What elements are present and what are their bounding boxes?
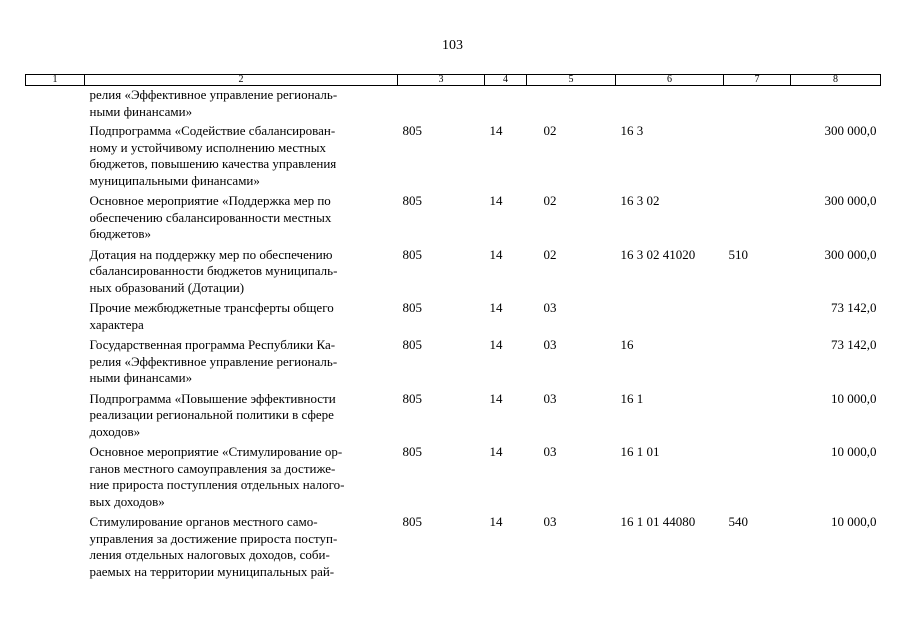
row-name: Основное мероприятие «Поддержка мер по обеспечению сбалансированности местных бюджетов» [89,193,332,241]
cell-col8: 10 000,0 [831,514,877,529]
cell-col8 [791,86,881,124]
row-name: Подпрограмма «Содействие сбалансирован- ному и устойчивому исполнению местных бюджетов, повышению качества управления муниципальными финансами» [89,123,337,188]
cell-col3: 805 [402,193,422,208]
cell-col1 [26,193,85,247]
budget-table [25,74,881,584]
table-row [26,300,881,337]
cell-col1 [26,444,85,514]
page-number: 103 [442,38,463,53]
column-header-5: 5 [527,75,616,86]
cell-col1 [26,300,85,337]
cell-col5 [527,86,616,124]
cell-col1 [26,514,85,584]
table-row [26,514,881,584]
cell-col5: 03 [543,300,557,315]
cell-col5: 03 [543,337,557,352]
cell-col8: 300 000,0 [824,123,877,138]
header-row [26,75,881,86]
cell-col7 [724,86,791,124]
row-name: Основное мероприятие «Стимулирование ор- ганов местного самоуправления за достиже- ние прироста поступления отдельных налого- вых доходов» [89,444,345,509]
table-body [26,86,881,585]
cell-col3: 805 [402,390,422,406]
cell-col4: 14 [489,193,503,208]
cell-col3: 805 [402,444,422,459]
cell-col7 [724,391,791,445]
cell-col1 [26,123,85,193]
cell-col6: 16 1 01 [620,444,660,459]
column-header-7: 7 [724,75,791,86]
cell-col8: 73 142,0 [831,337,877,352]
cell-col3 [398,86,485,124]
cell-col3: 805 [402,123,422,138]
cell-col6 [616,86,724,124]
cell-col4: 14 [489,300,503,315]
cell-col6 [616,300,724,337]
column-header-6: 6 [616,75,724,86]
cell-col7: 510 [728,246,748,262]
column-header-8: 8 [791,75,881,86]
cell-col6: 16 3 02 41020 [620,246,696,262]
table-row [26,247,881,301]
cell-col4: 14 [489,444,503,459]
cell-col4: 14 [489,246,503,262]
cell-col1 [26,247,85,301]
cell-col7 [724,337,791,391]
row-name: релия «Эффективное управление региональ- ными финансами» [89,87,338,119]
cell-col1 [26,86,85,124]
row-name: Дотация на поддержку мер по обеспечению сбалансированности бюджетов муниципаль- ных образований (Дотации) [89,246,338,295]
cell-col6: 16 3 [620,123,644,138]
table-row [26,86,881,124]
cell-col3: 805 [402,246,422,262]
column-header-2: 2 [85,75,398,86]
cell-col4: 14 [489,123,503,138]
column-header-3: 3 [398,75,485,86]
cell-col8: 10 000,0 [831,390,877,406]
cell-col1 [26,337,85,391]
table-row [26,193,881,247]
cell-col6: 16 1 [620,390,644,406]
cell-col6: 16 3 02 [620,193,660,208]
row-name: Государственная программа Республики Ка- релия «Эффективное управление региональ- ными финансами» [89,337,338,385]
cell-col4: 14 [489,390,503,406]
cell-col5: 03 [543,390,557,406]
cell-col6: 16 1 01 44080 [620,514,696,529]
cell-col8: 300 000,0 [824,193,877,208]
cell-col7 [724,300,791,337]
table-row [26,337,881,391]
cell-col4: 14 [489,337,503,352]
cell-col5: 03 [543,444,557,459]
table-row [26,444,881,514]
row-name: Прочие межбюджетные трансферты общего характера [89,300,334,332]
column-header-4: 4 [485,75,527,86]
table-row [26,123,881,193]
cell-col7 [724,444,791,514]
cell-col7: 540 [728,514,748,529]
cell-col7 [724,193,791,247]
cell-col3: 805 [402,300,422,315]
cell-col4: 14 [489,514,503,529]
cell-col5: 03 [543,514,557,529]
cell-col5: 02 [543,123,557,138]
column-header-1: 1 [26,75,85,86]
cell-col5: 02 [543,193,557,208]
cell-col3: 805 [402,337,422,352]
cell-col8: 300 000,0 [824,246,877,262]
cell-col4 [485,86,527,124]
row-name: Подпрограмма «Повышение эффективности реализации региональной политики в сфере доходов» [89,390,336,439]
cell-col6: 16 [620,337,634,352]
table-row [26,391,881,445]
cell-col5: 02 [543,246,557,262]
cell-col7 [724,123,791,193]
cell-col8: 10 000,0 [831,444,877,459]
cell-col3: 805 [402,514,422,529]
cell-col1 [26,391,85,445]
cell-col8: 73 142,0 [831,300,877,315]
row-name: Стимулирование органов местного само- управления за достижение прироста поступ- ления отдельных налоговых доходов, соби- раемых на территории муниципальных рай- [89,514,338,579]
